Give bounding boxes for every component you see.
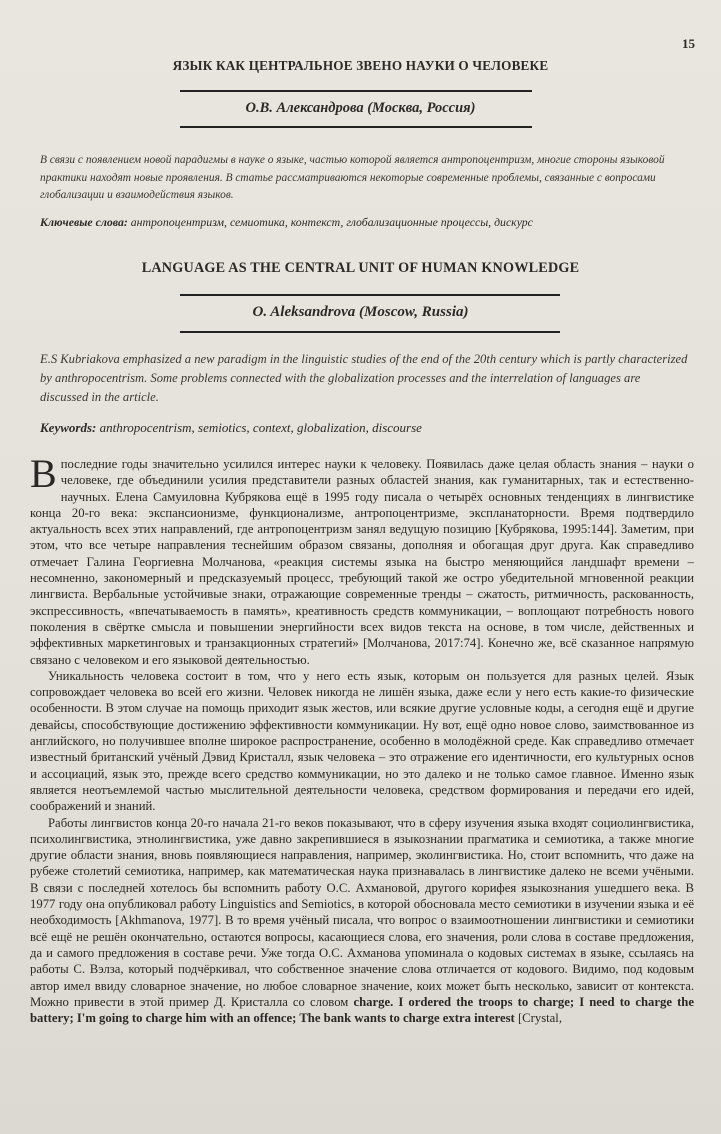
keywords-label: Ключевые слова: [40, 215, 128, 229]
citation-fragment: [Crystal, [517, 1011, 563, 1026]
drop-cap: В [30, 451, 57, 496]
keywords-label: Keywords: [40, 420, 97, 435]
english-title: LANGUAGE AS THE CENTRAL UNIT OF HUMAN KNOWLEDGE [141, 260, 580, 276]
english-author: O. Aleksandrova (Moscow, Russia) [252, 304, 469, 320]
keywords-list: anthropocentrism, semiotics, context, globalization, discourse [99, 420, 422, 435]
divider-rule [180, 90, 532, 92]
russian-keywords [40, 215, 690, 230]
divider-rule [180, 331, 560, 333]
divider-rule [180, 294, 560, 296]
paragraph-text: последние годы значительно усилился интерес науки к человеку. Появилась даже целая область знания – науки о человеке, где объединили усилия представители разных областей знания, как гуманитарных, так и естественно-научных. Елена Самуиловна Кубрякова ещё в 1995 году писала о четырёх основных тенденциях в лингвистике конца 20-го века: экспансионизме, функционализме, антропоцентризме, экспланаторности. Время подтвердило актуальность всех этих направлений, где антропоцентризм занял ведущую позицию [Кубрякова, 1995:144]. Заметим, при этом, что все четыре направления теснейшим образом связаны, дополняя и обогащая друг друга. Как справедливо отмечает Галина Георгиевна Молчанова, «реакция системы языка на быстро меняющийся ландшафт времени – несомненно, закономерный и предсказуемый процесс, требующий такой же остро убедительной мгновенной реакции лингвиста. Вербальные устойчивые знаки, отражающие современные тренды – сжатость, ритмичность, раскованность, экспрессивность, «впечатываемость в память», креативность средств коммуникации, – воплощают потребность нового поколения в свёртке смысла и повышении энергийности всех видов текста на основе, в том числе, действенных и эффективных маркетинговых и транзакционных стратегий» [Молчанова, 2017:74]. Конечно же, всё сказанное напрямую связано с человеком и его языковой деятельностью. [30, 457, 694, 667]
example-sentences: charge. I ordered the troops to charge; I need to charge the battery; I'm going to charge him with an offence; The bank wants to charge extra interest [30, 994, 694, 1026]
russian-abstract: В связи с появлением новой парадигмы в науке о языке, частью которой является антропоцентризм, многие стороны языковой практики находят новые проявления. В статье рассматриваются некоторые современные проблемы, связанные с вопросами глобализации и взаимодействия языков. [40, 154, 665, 201]
english-abstract: E.S Kubriakova emphasized a new paradigm in the linguistic studies of the end of the 20th century which is partly characterized by anthropocentrism. Some problems connected with the globalization processes and the interrelation of languages are discussed in the article. [40, 352, 688, 404]
russian-author: О.В. Александрова (Москва, Россия) [245, 100, 476, 116]
article-body [30, 451, 694, 1026]
english-keywords [40, 420, 690, 436]
paragraph [30, 451, 694, 668]
keywords-list: антропоцентризм, семиотика, контекст, глобализационные процессы, дискурс [130, 215, 533, 229]
paragraph [30, 815, 694, 1027]
russian-title: ЯЗЫК КАК ЦЕНТРАЛЬНОЕ ЗВЕНО НАУКИ О ЧЕЛОВЕКЕ [172, 58, 549, 73]
paragraph: Уникальность человека состоит в том, что у него есть язык, которым он пользуется для разных целей. Язык сопровождает человека во всей его жизни. Человек никогда не лишён языка, даже если у него есть какие-то физические особенности. В этом случае на помощь приходит язык жестов, или всякие другие условные коды, а сегодня ещё и другие девайсы, способствующие достижению эффективности коммуникации. Ну вот, ещё одно новое слово, заимствованное из английского, но получившее вполне широкое распространение, особенно в молодёжной среде. Как справедливо отмечает известный британский учёный Дэвид Кристалл, язык человека – это отражение его идентичности, его культурных основ и ассоциаций, язык это, прежде всего средство коммуникации, но это далеко и не только самое главное. Именно язык является неотъемлемой частью мыслительной деятельности человека, средством формирования и передачи его идей, соображений и знаний. [30, 668, 694, 814]
page-number: 15 [682, 36, 695, 51]
divider-rule [180, 126, 532, 128]
paragraph-text: Работы лингвистов конца 20-го начала 21-го веков показывают, что в сферу изучения языка входят социолингвистика, психолингвистика, этнолингвистика, уже давно закрепившиеся в языкознании прагматика и семиотика, а также многие другие области знания, вновь появляющиеся направления, например, эколингвистика. Но, стоит вспомнить, что даже на рубеже столетий семиотика, например, как математическая наука признавалась в лингвистике далеко не всеми учёными. В связи с последней хотелось бы вспомнить работу О.С. Ахмановой, другого корифея языкознания ушедшего века. В 1977 году она опубликовал работу Linguistics and Semiotics, в которой обосновала место семиотики в изучении языка и её необходимость [Akhmanova, 1977]. В то время учёный писала, что вопрос о взаимоотношении лингвистики и семиотики всё ещё не решён окончательно, остаются вопросы, касающиеся слова, его значения, роли слова в составе предложения, да и самого предложения в составе речи. Уже тогда О.С. Ахманова упоминала о кодовых системах в языке, ссылаясь на работы С. Вэлза, который подчёркивал, что собственное значение слова отличается от кодового. Видимо, под кодовым автор имел ввиду словарное значение, но любое словарное значение, коих может быть несколько, зависит от контекста. Можно привести в этой пример Д. Кристалла со словом [30, 815, 694, 1009]
